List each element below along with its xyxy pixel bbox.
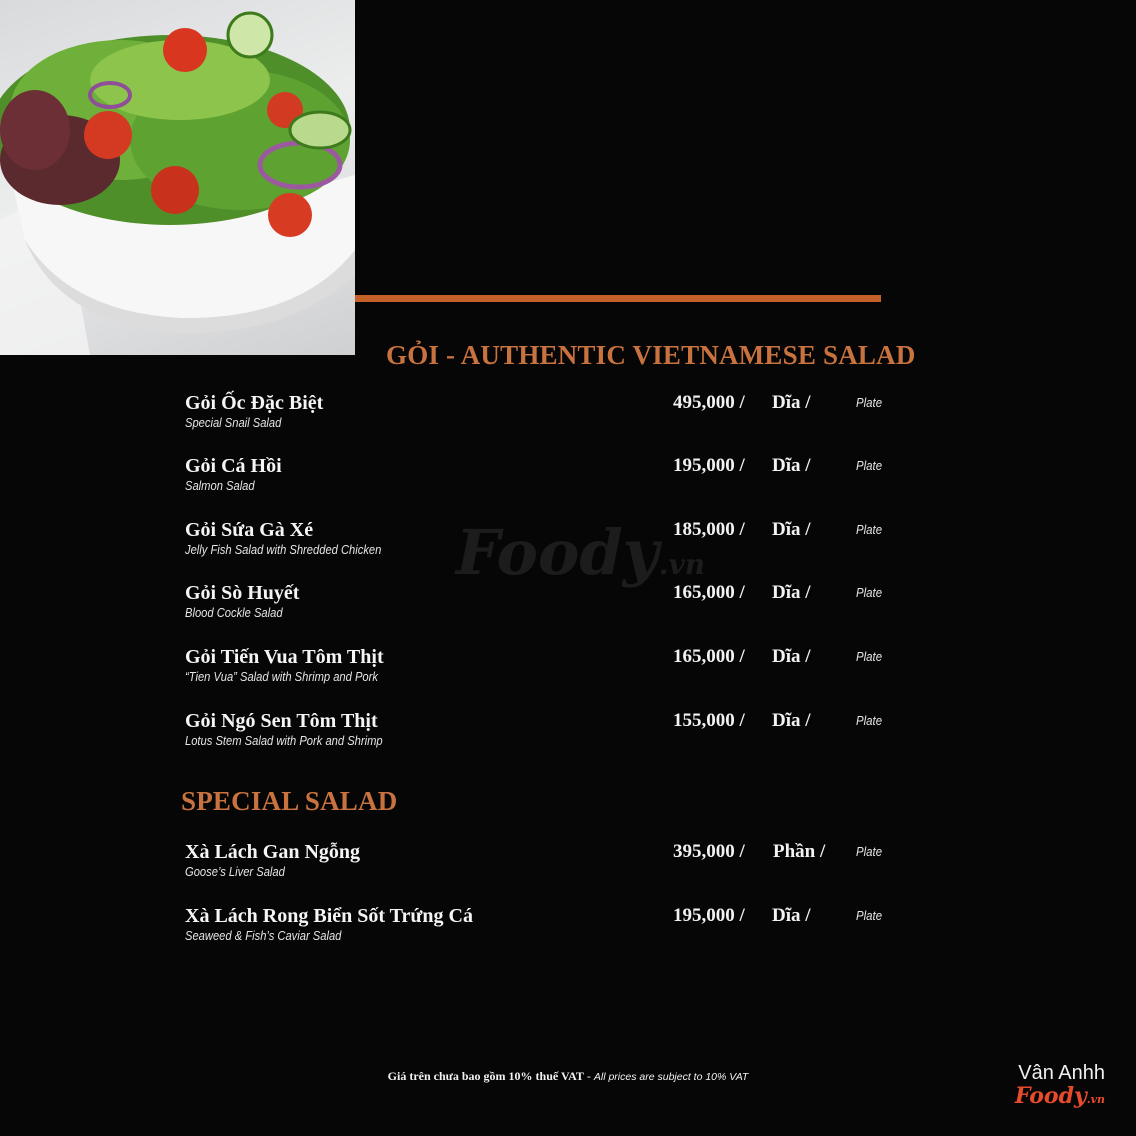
vat-note-separator: -	[583, 1069, 594, 1083]
item-name-vn: Xà Lách Gan Ngỗng	[185, 841, 361, 863]
menu-item	[185, 455, 885, 503]
item-price: 185,000 /	[673, 519, 745, 540]
item-unit-vn: Phần /	[773, 841, 826, 862]
foody-watermark: Foody.vn	[456, 516, 706, 589]
item-unit-en: Plate	[856, 458, 883, 473]
item-unit-en: Plate	[856, 522, 883, 537]
item-unit-en: Plate	[856, 649, 883, 664]
item-price: 495,000 /	[673, 392, 745, 413]
item-unit-vn: Dĩa /	[772, 519, 811, 540]
item-unit-vn: Dĩa /	[772, 455, 811, 476]
item-name-en: Special Snail Salad	[185, 415, 282, 430]
item-unit-vn: Dĩa /	[772, 710, 811, 731]
item-name-vn: Xà Lách Rong Biển Sốt Trứng Cá	[185, 905, 473, 927]
item-unit-en: Plate	[856, 713, 883, 728]
item-name-vn: Gỏi Sứa Gà Xé	[185, 519, 314, 541]
menu-item	[185, 519, 885, 567]
item-unit-vn: Dĩa /	[772, 905, 811, 926]
item-unit-en: Plate	[856, 395, 883, 410]
vat-note-en: All prices are subject to 10% VAT	[593, 1071, 749, 1083]
menu-item	[185, 646, 885, 694]
item-unit-en: Plate	[856, 908, 883, 923]
item-name-vn: Gỏi Sò Huyết	[185, 582, 300, 604]
salad-photo	[0, 0, 355, 355]
vat-note	[0, 1069, 1136, 1084]
item-name-en: “Tien Vua” Salad with Shrimp and Pork	[185, 669, 378, 684]
item-unit-en: Plate	[856, 585, 883, 600]
item-name-vn: Gỏi Tiến Vua Tôm Thịt	[185, 646, 384, 668]
item-name-en: Blood Cockle Salad	[185, 605, 283, 620]
item-unit-vn: Dĩa /	[772, 392, 811, 413]
item-price: 195,000 /	[673, 905, 745, 926]
item-name-en: Salmon Salad	[185, 478, 255, 493]
menu-item	[185, 582, 885, 630]
credit-author: Vân Anhh	[1018, 1062, 1105, 1084]
section-title-special-salad: SPECIAL SALAD	[181, 786, 398, 816]
item-price: 165,000 /	[673, 646, 745, 667]
menu-item	[185, 392, 885, 440]
vat-note-vn: Giá trên chưa bao gồm 10% thuế VAT	[387, 1069, 584, 1083]
foody-logo: Foody.vn	[1014, 1083, 1105, 1109]
item-price: 195,000 /	[673, 455, 745, 476]
photo-credit	[1015, 1062, 1105, 1109]
item-name-vn: Gỏi Cá Hồi	[185, 455, 282, 477]
item-name-en: Goose’s Liver Salad	[185, 864, 285, 879]
section-title-vietnamese-salad: GỎI - AUTHENTIC VIETNAMESE SALAD	[386, 340, 916, 370]
item-unit-vn: Dĩa /	[772, 646, 811, 667]
item-unit-en: Plate	[856, 844, 883, 859]
item-price: 165,000 /	[673, 582, 745, 603]
item-price: 395,000 /	[673, 841, 745, 862]
item-name-en: Lotus Stem Salad with Pork and Shrimp	[185, 733, 383, 748]
item-price: 155,000 /	[673, 710, 745, 731]
accent-divider	[355, 295, 881, 302]
item-name-vn: Gỏi Ốc Đặc Biệt	[185, 392, 324, 414]
menu-item	[185, 905, 885, 953]
menu-item	[185, 841, 885, 889]
item-name-vn: Gỏi Ngó Sen Tôm Thịt	[185, 710, 378, 732]
item-name-en: Seaweed & Fish’s Caviar Salad	[185, 928, 342, 943]
item-name-en: Jelly Fish Salad with Shredded Chicken	[185, 542, 382, 557]
item-unit-vn: Dĩa /	[772, 582, 811, 603]
menu-item	[185, 710, 885, 758]
